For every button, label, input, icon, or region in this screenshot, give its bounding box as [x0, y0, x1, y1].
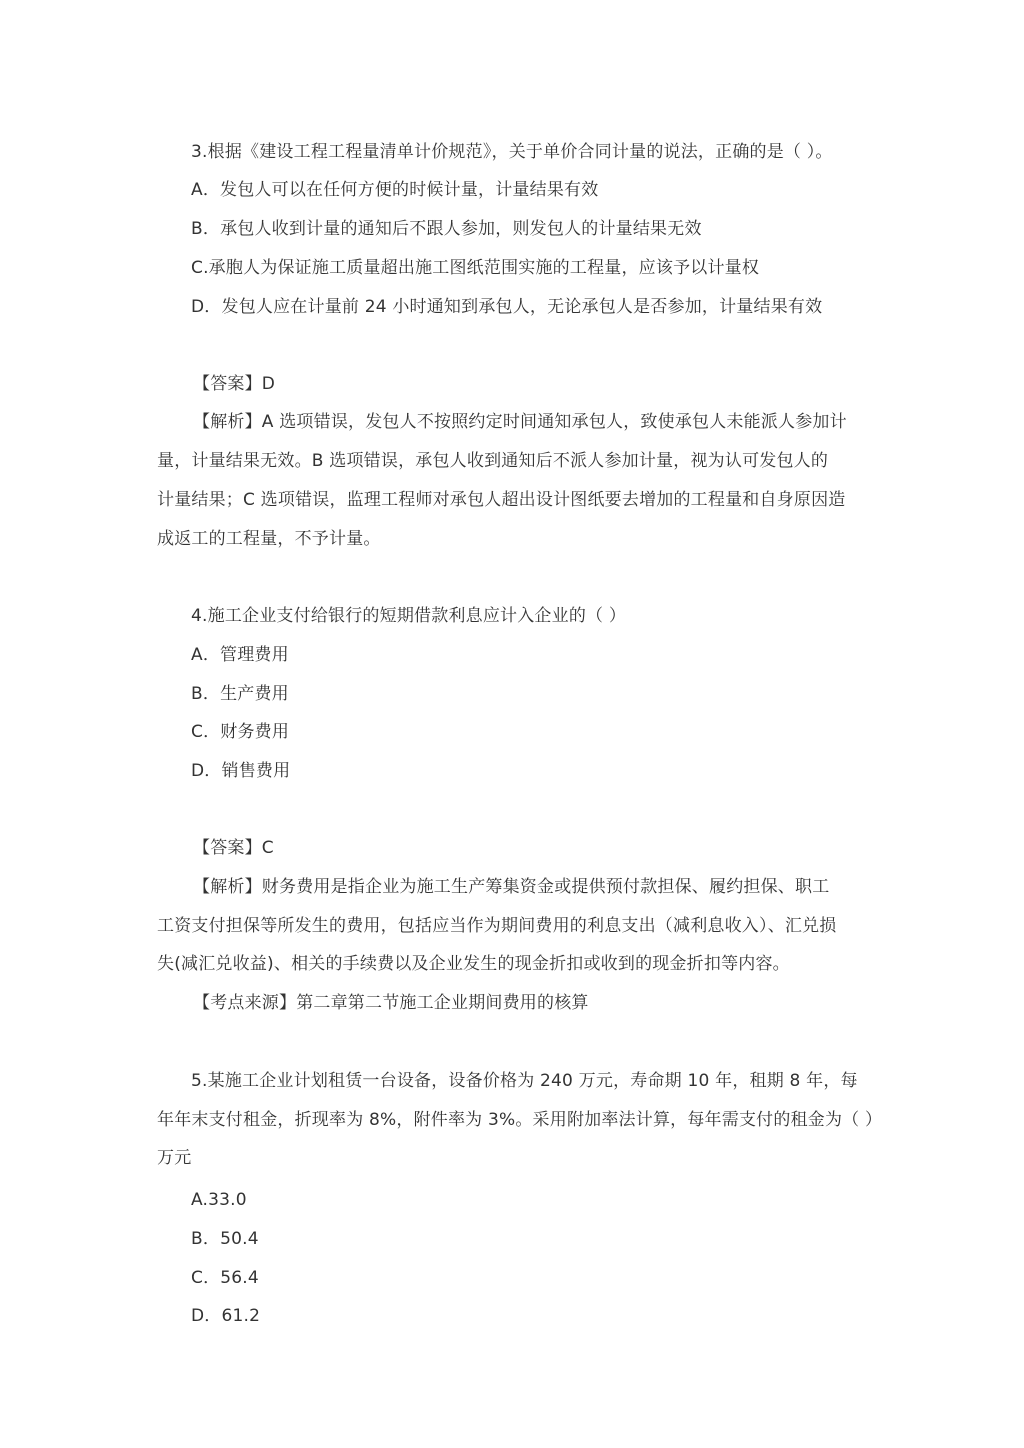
q3-analysis-line-2: 量，计量结果无效。B 选项错误，承包人收到通知后不派人参加计量，视为认可发包人的 — [157, 451, 829, 471]
q4-option-b: B．生产费用 — [191, 684, 289, 704]
q5-option-b: B．50.4 — [191, 1229, 259, 1249]
q3-option-b: B．承包人收到计量的通知后不跟人参加，则发包人的计量结果无效 — [191, 219, 702, 239]
q5-stem-line-3: 万元 — [157, 1148, 192, 1168]
q4-analysis-line-3: 失(减汇兑收益)、相关的手续费以及企业发生的现金折扣或收到的现金折扣等内容。 — [157, 954, 790, 974]
q4-stem: 4.施工企业支付给银行的短期借款利息应计入企业的（ ） — [191, 606, 627, 626]
q3-stem: 3.根据《建设工程工程量清单计价规范》，关于单价合同计量的说法，正确的是（ ）。 — [191, 142, 833, 162]
q4-analysis-line-1: 【解析】财务费用是指企业为施工生产筹集资金或提供预付款担保、履约担保、职工 — [193, 877, 830, 897]
q3-answer: 【答案】D — [193, 374, 276, 394]
q4-option-c: C．财务费用 — [191, 722, 290, 742]
q4-analysis-line-2: 工资支付担保等所发生的费用，包括应当作为期间费用的利息支出（减利息收入）、汇兑损 — [157, 916, 837, 936]
q5-stem-line-1: 5.某施工企业计划租赁一台设备，设备价格为 240 万元，寿命期 10 年，租期 8 年，每 — [191, 1071, 858, 1091]
q3-option-d: D．发包人应在计量前 24 小时通知到承包人，无论承包人是否参加，计量结果有效 — [191, 297, 823, 317]
q3-analysis-line-4: 成返工的工程量，不予计量。 — [157, 529, 381, 549]
q3-option-c: C.承胞人为保证施工质量超出施工图纸范围实施的工程量，应该予以计量权 — [191, 258, 760, 278]
q5-option-a: A.33.0 — [191, 1190, 247, 1210]
q3-option-a: A．发包人可以在任何方便的时候计量，计量结果有效 — [191, 180, 599, 200]
q4-answer: 【答案】C — [193, 838, 274, 858]
q3-analysis-line-1: 【解析】A 选项错误，发包人不按照约定时间通知承包人，致使承包人未能派人参加计 — [193, 412, 847, 432]
q4-option-a: A．管理费用 — [191, 645, 289, 665]
q5-option-d: D．61.2 — [191, 1306, 261, 1326]
q4-option-d: D．销售费用 — [191, 761, 291, 781]
q5-option-c: C．56.4 — [191, 1268, 259, 1288]
q3-analysis-line-3: 计量结果；C 选项错误，监理工程师对承包人超出设计图纸要去增加的工程量和自身原因造 — [157, 490, 846, 510]
q5-stem-line-2: 年年末支付租金，折现率为 8%，附件率为 3%。采用附加率法计算，每年需支付的租金为（ ） — [157, 1110, 883, 1130]
q4-source: 【考点来源】第二章第二节施工企业期间费用的核算 — [193, 993, 589, 1013]
